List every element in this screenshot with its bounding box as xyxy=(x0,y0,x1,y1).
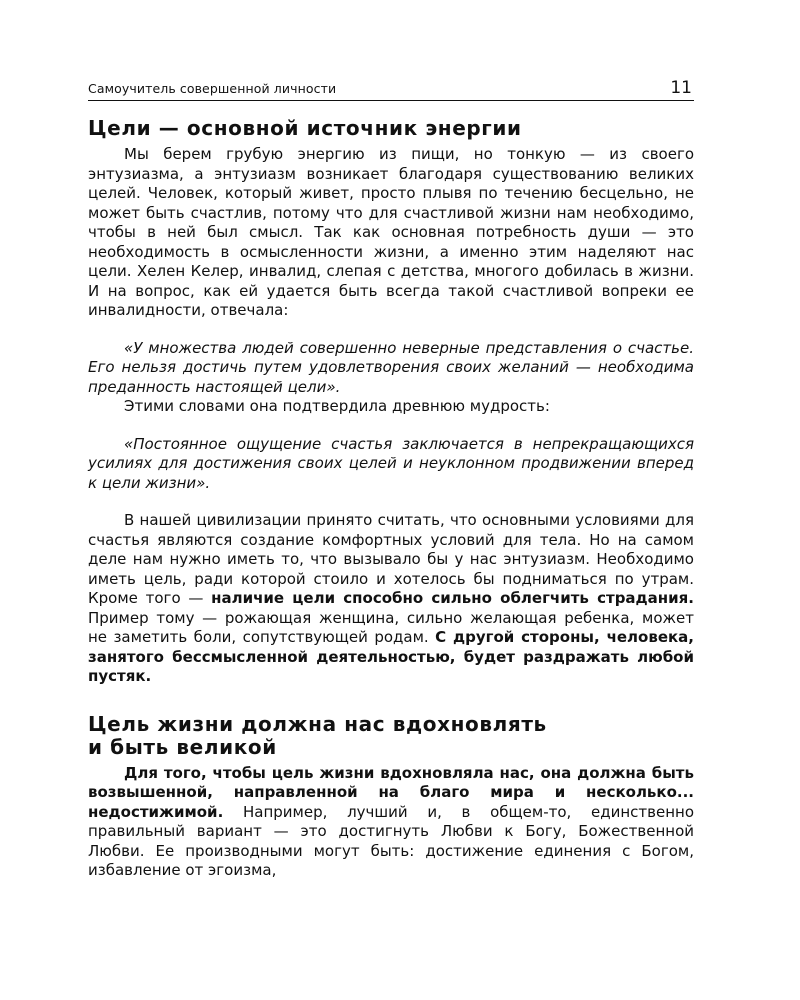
paragraph-inspiration xyxy=(88,764,694,881)
running-header xyxy=(88,74,694,101)
paragraph-civilization-text: В нашей цивилизации принято считать, что основными условиями для счастья являются создание комфортных условий для тела. Но на самом деле нам нужно иметь то, что вызывало бы у нас энтузиазм. Необходимо иметь цель, ради которой стоило и хотелось бы подниматься по утрам. Кроме того — xyxy=(88,511,694,607)
section-heading-line-1: Цель жизни должна нас вдохновлять xyxy=(88,711,547,736)
section-heading-line-2: и быть великой xyxy=(88,734,277,759)
paragraph-energy: Мы берем грубую энергию из пищи, но тонкую — из своего энтузиазма, а энтузиазм возникает благодаря существованию великих целей. Человек, который живет, просто плывя по течению бесцельно, не может быть счастлив, потому что для счастливой жизни нам необходимо, чтобы в ней был смысл. Так как основная потребность души — это необходимость в осмысленности жизни, а именно этим наделяют нас цели. Хелен Келер, инвалид, слепая с детства, многого добилась в жизни. И на вопрос, как ей удается быть всегда такой счастливой вопреки ее инвалидности, отвечала: xyxy=(88,145,694,319)
quote-keller: «У множества людей совершенно неверные представления о счастье. Его нельзя достичь путем удовлетворения своих желаний — необходима преданность настоящей цели». xyxy=(88,338,694,396)
paragraph-inspiration-text: Например, лучший и, в общем-то, единственно правильный вариант — это достигнуть Любви к Богу, Божественной Любви. Ее производными могут быть: достижение единения с Богом, избавление от эгоизма, xyxy=(88,802,694,879)
quote-wisdom: «Постоянное ощущение счастья заключается в непрекращающихся усилиях для достижения своих целей и неуклонном продвижении вперед к цели жизни». xyxy=(88,434,694,492)
page-number: 11 xyxy=(670,78,692,98)
paragraph-civilization-bold-2: С другой стороны, человека, занятого бессмысленной деятельностью, будет раздражать любой пустяк. xyxy=(88,628,695,685)
section-heading-goals-energy: Цели — основной источник энергии xyxy=(88,116,522,140)
section-heading-inspiring-goal xyxy=(88,713,694,759)
paragraph-wisdom-intro: Этими словами она подтвердила древнюю мудрость: xyxy=(124,397,550,415)
paragraph-civilization-text-2: Пример тому — рожающая женщина, сильно желающая ребенка, может не заметить боли, сопутствующей родам. xyxy=(88,608,694,646)
paragraph-civilization-bold-1: наличие цели способно сильно облегчить страдания. xyxy=(211,589,694,607)
running-header-title: Самоучитель совершенной личности xyxy=(88,81,337,96)
paragraph-civilization xyxy=(88,511,694,687)
paragraph-inspiration-bold: Для того, чтобы цель жизни вдохновляла нас, она должна быть возвышенной, направленной на благо мира и несколько... недостижимой. xyxy=(88,763,694,821)
page-content xyxy=(88,117,694,881)
